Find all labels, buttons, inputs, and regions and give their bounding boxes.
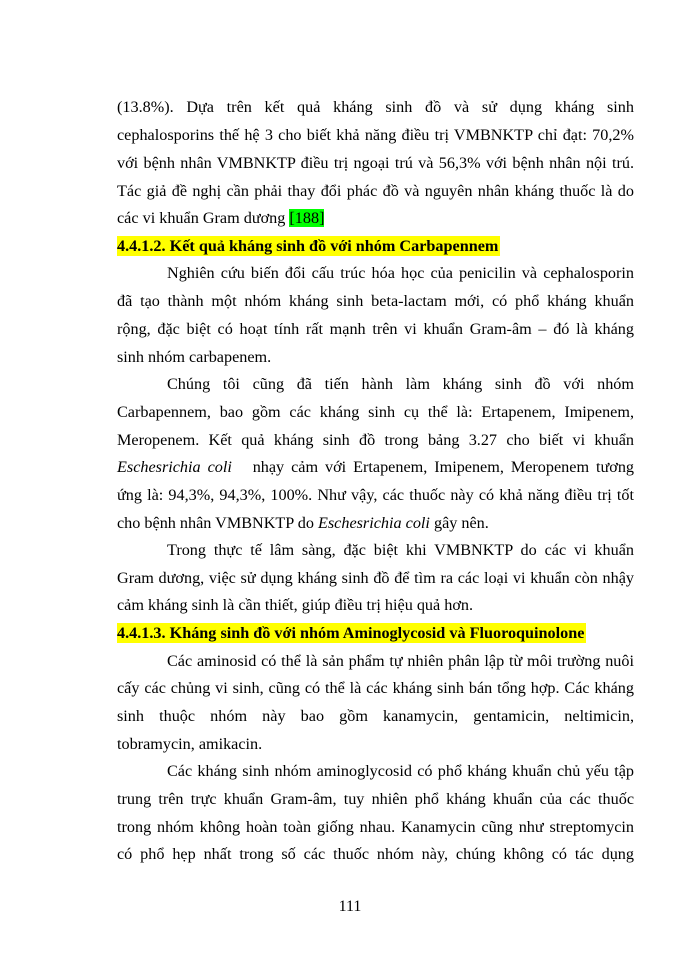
p1-line-3: với bệnh nhân VMBNKTP điều trị ngoại trú và 56,3% với bệnh nhân nội trú. (117, 154, 634, 172)
p2-line-3: rộng, đặc biệt có hoạt tính rất mạnh trên vi khuẩn Gram-âm – đó là kháng (117, 320, 634, 338)
p1-line-1: (13.8%). Dựa trên kết quả kháng sinh đồ và sử dụng kháng sinh (117, 98, 634, 116)
p3-line-5: ứng là: 94,3%, 94,3%, 100%. Như vậy, các thuốc này có khả năng điều trị tốt (117, 486, 634, 504)
species-name-2: Eschesrichia coli (317, 514, 430, 532)
p6-line-3: trong nhóm không hoàn toàn giống nhau. Kanamycin cũng như streptomycin (117, 818, 634, 836)
p3-line-4 (117, 457, 634, 477)
p3-line-4-rest: nhạy cảm với Ertapenem, Imipenem, Meropenem tương (252, 458, 635, 476)
p2-line-4: sinh nhóm carbapenem. (117, 348, 272, 366)
p5-line-3: sinh thuộc nhóm này bao gồm kanamycin, gentamicin, neltimicin, (117, 707, 634, 725)
p6-line-1: Các kháng sinh nhóm aminoglycosid có phổ kháng khuẩn chủ yếu tập (167, 762, 634, 780)
citation-188: [188] (289, 209, 325, 227)
p3-line-6-post: gây nên. (433, 514, 489, 532)
p5-line-4: tobramycin, amikacin. (117, 735, 263, 753)
p5-line-2: cấy các chủng vi sinh, cũng có thể là các kháng sinh bán tổng hợp. Các kháng (117, 679, 634, 697)
heading-4-4-1-3: 4.4.1.3. Kháng sinh đồ với nhóm Aminoglycosid và Fluoroquinolone (117, 624, 585, 642)
p1-line-5 (117, 208, 634, 228)
p2-line-2: đã tạo thành một nhóm kháng sinh beta-lactam mới, có phổ kháng khuẩn (117, 292, 634, 310)
p3-line-2: Carbapennem, bao gồm các kháng sinh cụ thể là: Ertapenem, Imipenem, (117, 403, 634, 421)
p4-line-1: Trong thực tế lâm sàng, đặc biệt khi VMBNKTP do các vi khuẩn (167, 541, 634, 559)
heading-4-4-1-2: 4.4.1.2. Kết quả kháng sinh đồ với nhóm Carbapennem (117, 237, 499, 255)
page-number: 111 (338, 898, 362, 915)
species-name: Eschesrichia coli (117, 458, 232, 476)
p1-line-2: cephalosporins thế hệ 3 cho biết khả năng điều trị VMBNKTP chỉ đạt: 70,2% (117, 126, 634, 144)
p3-line-3: Meropenem. Kết quả kháng sinh đồ trong bảng 3.27 cho biết vi khuẩn (117, 431, 634, 449)
p2-line-1: Nghiên cứu biến đổi cấu trúc hóa học của penicilin và cephalosporin (167, 264, 634, 282)
p1-line-5-text: các vi khuẩn Gram dương (117, 209, 286, 227)
p3-line-1: Chúng tôi cũng đã tiến hành làm kháng sinh đồ với nhóm (167, 375, 634, 393)
p3-line-6-pre: cho bệnh nhân VMBNKTP do (117, 514, 314, 532)
p4-line-3: cảm kháng sinh là cần thiết, giúp điều trị hiệu quả hơn. (117, 596, 474, 614)
p4-line-2: Gram dương, việc sử dụng kháng sinh đồ để tìm ra các loại vi khuẩn còn nhậy (117, 569, 634, 587)
p6-line-4: có phổ hẹp nhất trong số các thuốc nhóm này, chúng không có tác dụng (117, 845, 634, 863)
p3-line-6 (117, 513, 634, 533)
p5-line-1: Các aminosid có thể là sản phẩm tự nhiên phân lập từ môi trường nuôi (167, 652, 634, 670)
p1-line-4: Tác giả đề nghị cần phải thay đổi phác đồ và nguyên nhân kháng thuốc là do (117, 182, 634, 200)
p6-line-2: trung trên trực khuẩn Gram-âm, tuy nhiên phổ kháng khuẩn của các thuốc (117, 790, 634, 808)
